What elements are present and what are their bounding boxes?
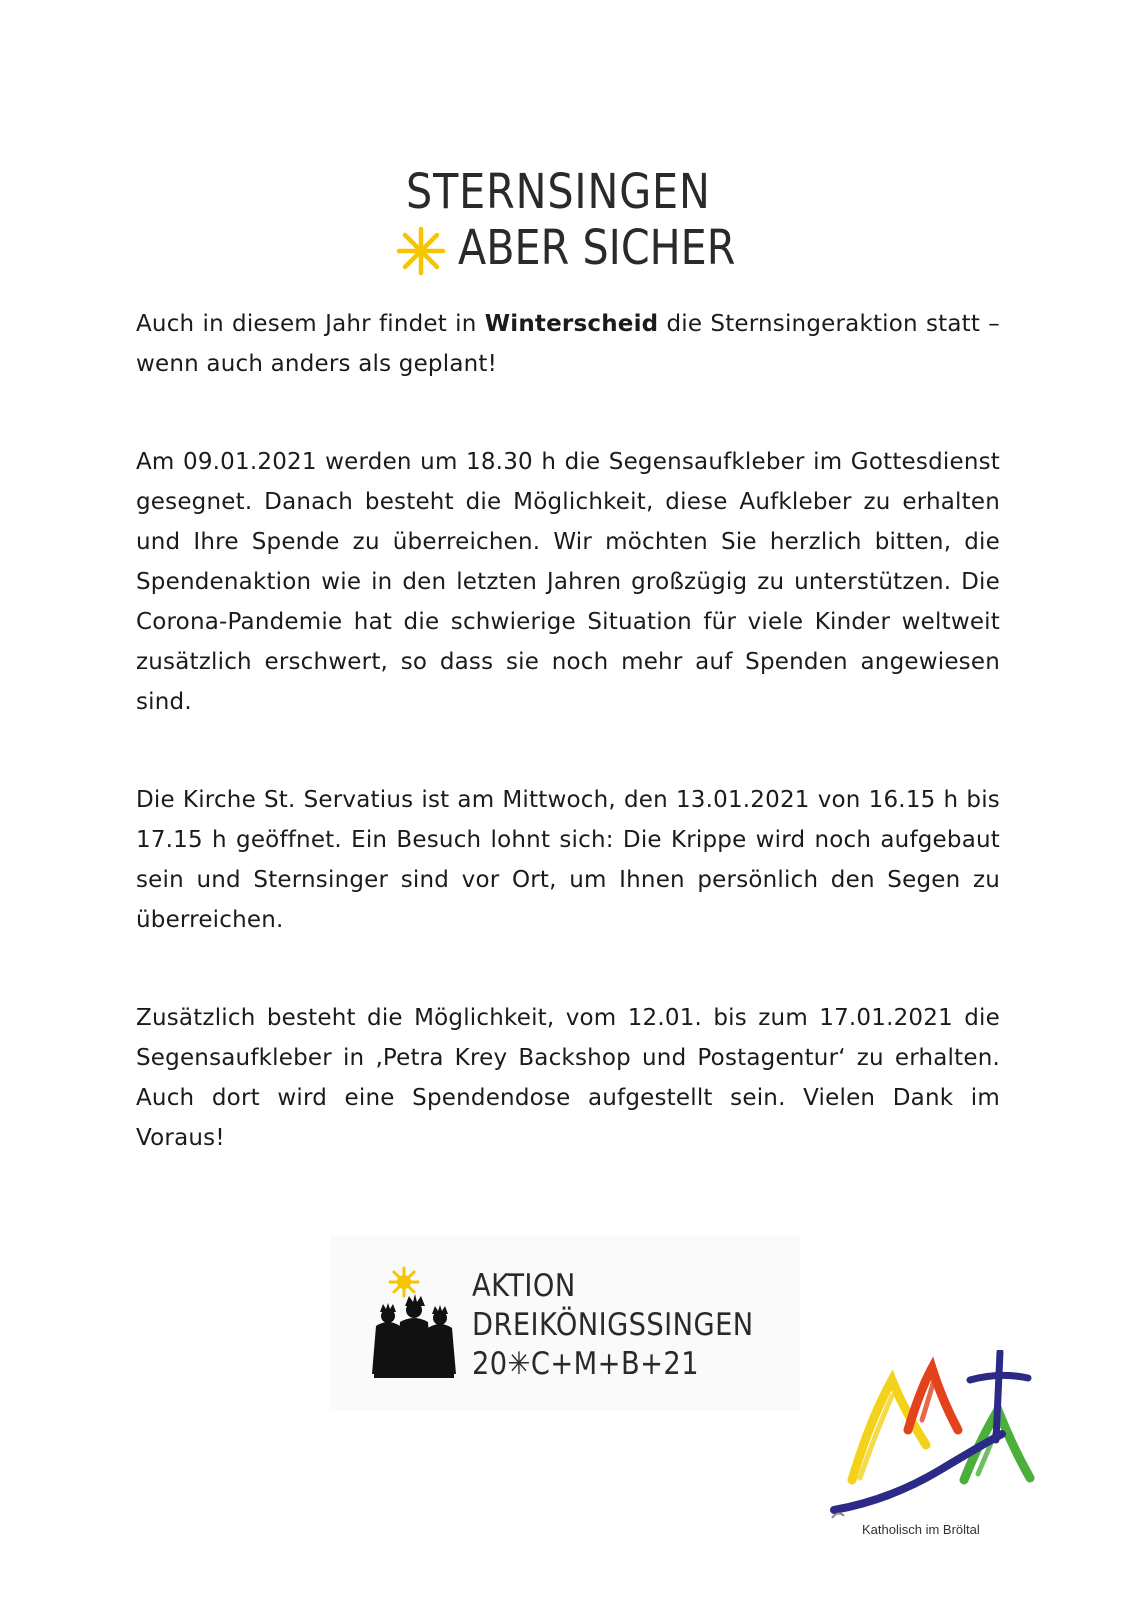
star-icon (396, 226, 446, 276)
aktion-line-3: 20✳C+M+B+21 (472, 1346, 699, 1382)
logo-line-2: ABER SICHER (458, 220, 736, 276)
intro-text-b: die Sternsingeraktion statt – wenn auch anders als geplant! (136, 311, 1000, 377)
kath-caption: Katholisch im Bröltal (862, 1522, 980, 1537)
paragraph-blessing: Am 09.01.2021 werden um 18.30 h die Segensaufkleber im Gottesdienst gesegnet. Danach besteht die Möglichkeit, diese Aufkleber zu erhalten und Ihre Spende zu überreichen. Wir möchten Sie herzlich bitten, die Spendenaktion wie in den letzten Jahren großzügig zu unterstützen. Die Corona-Pandemie hat die schwierige Situation für viele Kinder weltweit zusätzlich erschwert, so dass sie noch mehr auf Spenden angewiesen sind. (136, 449, 1000, 715)
paragraph-intro (136, 304, 1000, 384)
sternsingen-logo (396, 160, 736, 280)
aktion-dreikoenigssingen-logo (330, 1236, 800, 1411)
paragraph-backshop: Zusätzlich besteht die Möglichkeit, vom 12.01. bis zum 17.01.2021 die Segensaufkleber in ‚Petra Krey Backshop und Postagentur‘ zu erhalten. Auch dort wird eine Spendendose aufgestellt sein. Vielen Dank im Voraus! (136, 1005, 1000, 1151)
mountains-cross-icon (830, 1350, 1070, 1525)
paragraph-church: Die Kirche St. Servatius ist am Mittwoch, den 13.01.2021 von 16.15 h bis 17.15 h geöffnet. Ein Besuch lohnt sich: Die Krippe wird noch aufgebaut sein und Sternsinger sind vor Ort, um Ihnen persönlich den Segen zu überreichen. (136, 787, 1000, 933)
aktion-line-2: DREIKÖNIGSSINGEN (472, 1307, 754, 1343)
letter-body (136, 304, 1000, 1158)
three-kings-icon (370, 1266, 460, 1386)
logo-line-1: STERNSINGEN (406, 164, 711, 220)
place-name: Winterscheid (484, 311, 659, 337)
aktion-line-1: AKTION (472, 1268, 576, 1304)
katholisch-im-broeltal-logo (830, 1350, 1070, 1550)
intro-text-a: Auch in diesem Jahr findet in (136, 311, 485, 337)
